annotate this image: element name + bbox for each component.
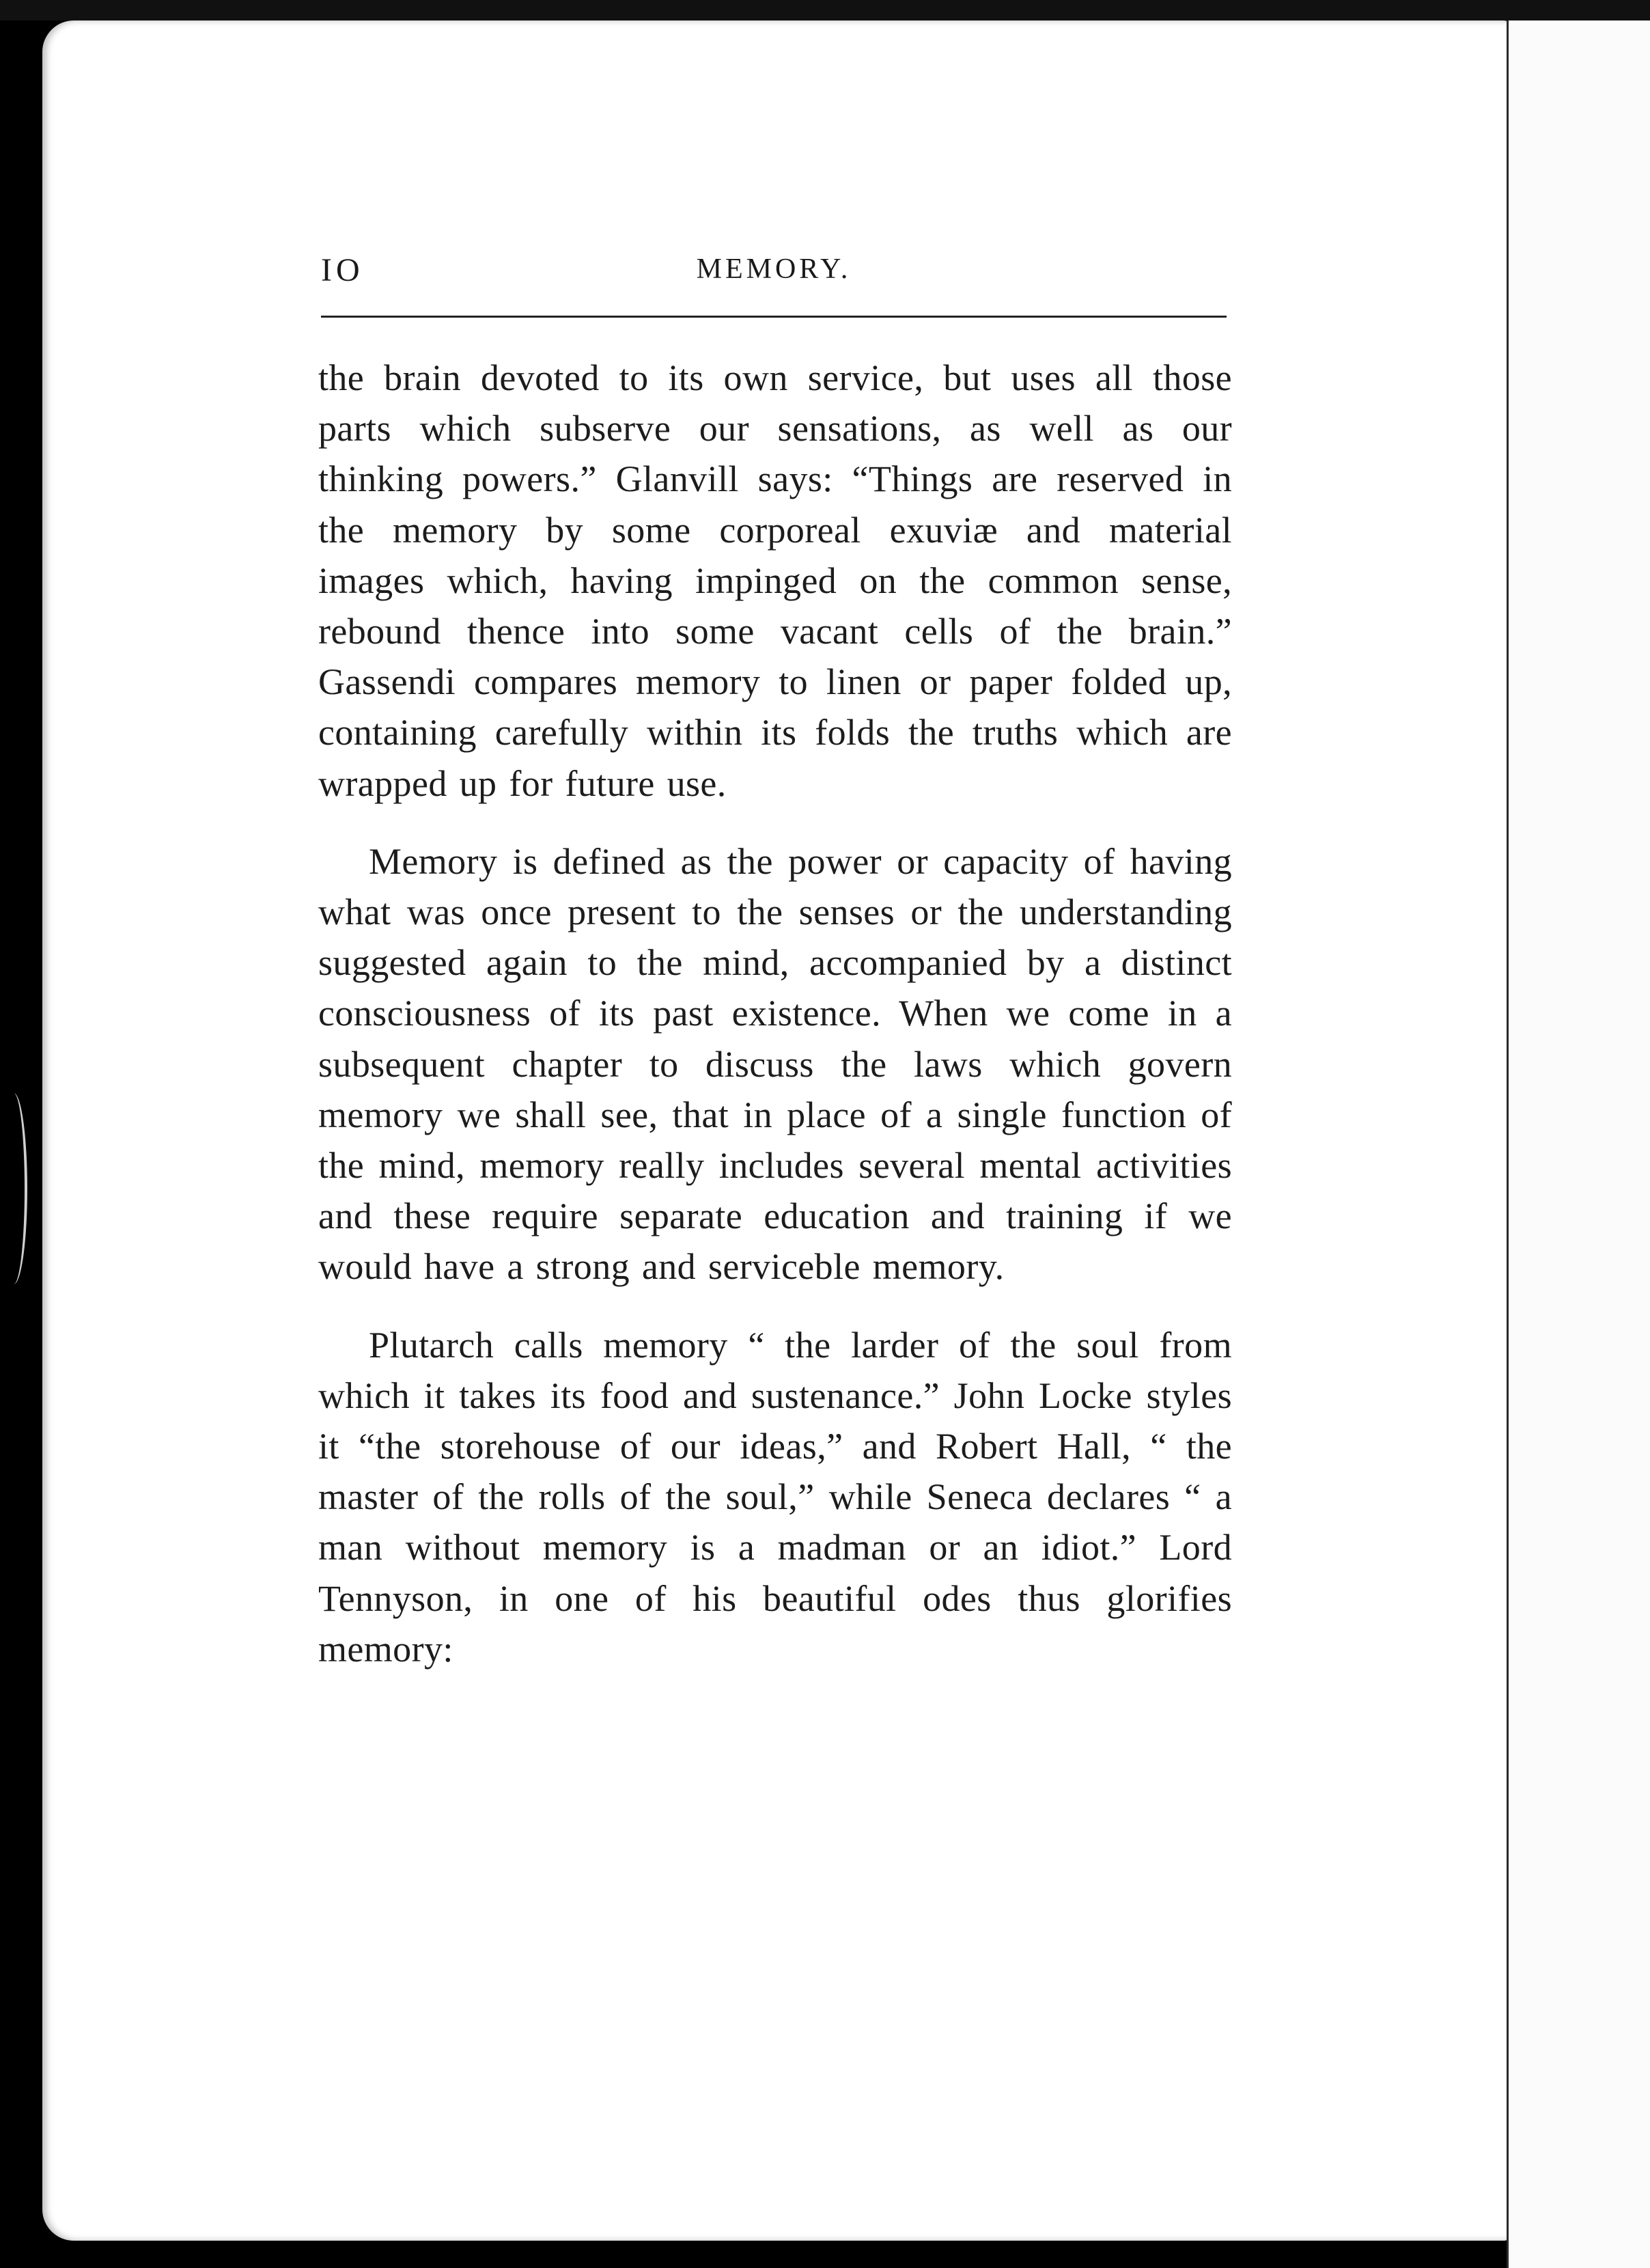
scan-edge-mark bbox=[0, 1093, 27, 1284]
header-rule bbox=[321, 316, 1227, 318]
paragraph-memory-defined: Memory is defined as the power or capacity of having what was once present to the senses or the understanding suggested again to the mind, accompanied by a distinct consciousness of its past existence. When we come in a subsequent chapter to discuss the laws which govern memory we shall see, that in place of a single function of the mind, memory really includes several mental activities and these require separate education and training if we would have a strong and serviceble memory. bbox=[318, 840, 1232, 1288]
scan-frame-top bbox=[0, 0, 1650, 20]
page-body bbox=[318, 352, 1232, 1674]
page-number: IO bbox=[321, 252, 364, 288]
page-header bbox=[321, 246, 1227, 301]
paragraph-continued: the brain devoted to its own service, but uses all those parts which subserve our sensations, as well as our thinking powers.” Glanvill says: “Things are reserved in the memory by some corporeal exuviæ and material images which, having impinged on the common sense, rebound thence into some vacant cells of the brain.” Gassendi compares memory to linen or paper folded up, containing carefully within its folds the truths which are wrapped up for future use. bbox=[318, 357, 1232, 804]
paragraph-plutarch: Plutarch calls memory “ the larder of the soul from which it takes its food and sustenance.” John Locke styles it “the storehouse of our ideas,” and Robert Hall, “ the master of the rolls of the soul,” while Seneca declares “ a man without memory is a madman or an idiot.” Lord Tennyson, in one of his beautiful odes thus glorifies memory: bbox=[318, 1324, 1232, 1670]
adjacent-page-edge bbox=[1507, 20, 1650, 2268]
running-title: MEMORY. bbox=[696, 253, 852, 285]
